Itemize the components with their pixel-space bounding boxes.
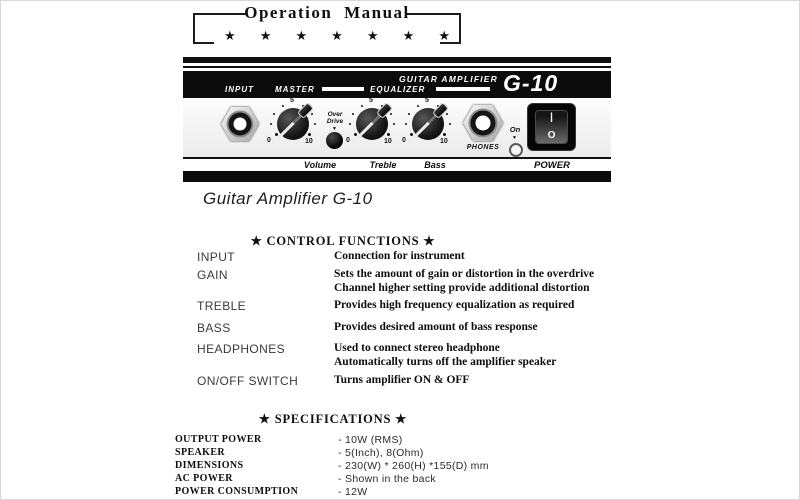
overdrive-button (326, 132, 343, 149)
control-row-headphones (197, 342, 603, 369)
star-icon: ★ (295, 28, 308, 43)
control-row-input (197, 250, 603, 264)
amp-panel-illustration (183, 57, 611, 182)
control-desc: Provides desired amount of bass response (334, 321, 538, 333)
spec-row (175, 473, 605, 485)
control-row-gain (197, 268, 603, 295)
scale-10: 10 (305, 138, 313, 145)
product-title: Guitar Amplifier G-10 (203, 189, 373, 208)
jack-hole (471, 111, 496, 136)
spec-value: - 230(W) * 260(H) *155(D) mm (338, 460, 489, 472)
control-row-onoff (197, 374, 603, 388)
master-label: MASTER (275, 85, 315, 94)
star-icon: ★ (402, 28, 415, 43)
control-desc: Sets the amount of gain or distortion in the overdrive (334, 268, 595, 280)
scale-10: 10 (440, 138, 448, 145)
star-icon: ★ (331, 28, 343, 43)
power-on-symbol: | (550, 112, 553, 123)
equalizer-dash (436, 87, 490, 91)
power-off-symbol: O (547, 130, 556, 141)
power-led (509, 143, 523, 157)
scale-0: 0 (267, 137, 271, 144)
spec-term: OUTPUT POWER (175, 434, 262, 445)
bass-label: Bass (424, 160, 446, 170)
volume-label: Volume (303, 160, 337, 170)
spec-term: DIMENSIONS (175, 460, 244, 471)
control-term: BASS (197, 321, 231, 335)
spec-value: - 10W (RMS) (338, 434, 403, 446)
model-label: G-10 (503, 70, 559, 96)
scale-10: 10 (384, 138, 392, 145)
star-icon: ★ (366, 28, 379, 43)
spec-row (175, 460, 605, 472)
control-row-bass (197, 321, 603, 335)
brand-label: GUITAR AMPLIFIER (399, 74, 498, 84)
panel-bottom-bar (183, 171, 611, 182)
control-term: GAIN (197, 268, 228, 282)
control-row-treble (197, 299, 603, 313)
spec-value: - 5(Inch), 8(Ohm) (338, 447, 424, 459)
overdrive-label: Over Drive (326, 111, 344, 125)
panel-label-strip (183, 159, 611, 171)
phones-label: PHONES (466, 144, 500, 151)
spec-term: SPEAKER (175, 447, 226, 458)
star-row (224, 27, 450, 45)
input-label: INPUT (225, 85, 254, 94)
panel-top-stripe (183, 57, 611, 63)
spec-row (175, 486, 605, 498)
spec-value: - Shown in the back (338, 473, 436, 485)
scale-0: 0 (346, 137, 350, 144)
control-desc: Channel higher setting provide additional distortion (334, 281, 590, 294)
bass-knob (398, 92, 458, 152)
overdrive-arrow-icon: ▼ (332, 126, 337, 132)
star-icon: ★ (259, 28, 272, 43)
control-desc: Provides high frequency equalization as required (334, 299, 575, 311)
control-desc: Automatically turns off the amplifier speaker (334, 355, 557, 368)
control-term: HEADPHONES (197, 342, 286, 356)
jack-hole (229, 113, 252, 136)
input-jack (221, 107, 259, 141)
spec-term: POWER CONSUMPTION (175, 486, 299, 497)
control-desc: Used to connect stereo headphone (334, 342, 500, 354)
spec-term: AC POWER (175, 473, 233, 484)
volume-knob (263, 92, 323, 152)
on-arrow-icon: ▼ (512, 135, 517, 141)
specifications-heading: ★ SPECIFICATIONS ★ (258, 412, 408, 426)
star-icon: ★ (438, 28, 450, 43)
treble-label: Treble (369, 160, 397, 170)
spec-row (175, 447, 605, 459)
scale-5: 5 (369, 97, 373, 104)
control-desc: Turns amplifier ON & OFF (334, 374, 470, 386)
page-title: Operation Manual (244, 3, 410, 22)
control-term: TREBLE (197, 299, 247, 313)
panel-top-stripe-thin (183, 66, 611, 68)
scale-5: 5 (290, 97, 294, 104)
control-term: INPUT (197, 250, 235, 264)
spec-value: - 12W (338, 486, 368, 498)
control-functions-heading: ★ CONTROL FUNCTIONS ★ (250, 234, 436, 248)
power-rocker (536, 111, 567, 143)
on-label: On (509, 125, 521, 134)
phones-jack (463, 105, 503, 141)
header-bracket-line (193, 42, 214, 44)
treble-knob (342, 92, 402, 152)
equalizer-label: EQUALIZER (370, 85, 426, 94)
power-label: POWER (534, 160, 570, 171)
master-dash (322, 87, 364, 91)
control-term: ON/OFF SWITCH (197, 374, 299, 388)
panel-face (183, 98, 611, 157)
power-switch (528, 104, 575, 150)
spec-row (175, 434, 605, 446)
control-desc: Connection for instrument (334, 250, 465, 262)
star-icon: ★ (224, 28, 236, 43)
scale-5: 5 (425, 97, 429, 104)
scale-0: 0 (402, 137, 406, 144)
